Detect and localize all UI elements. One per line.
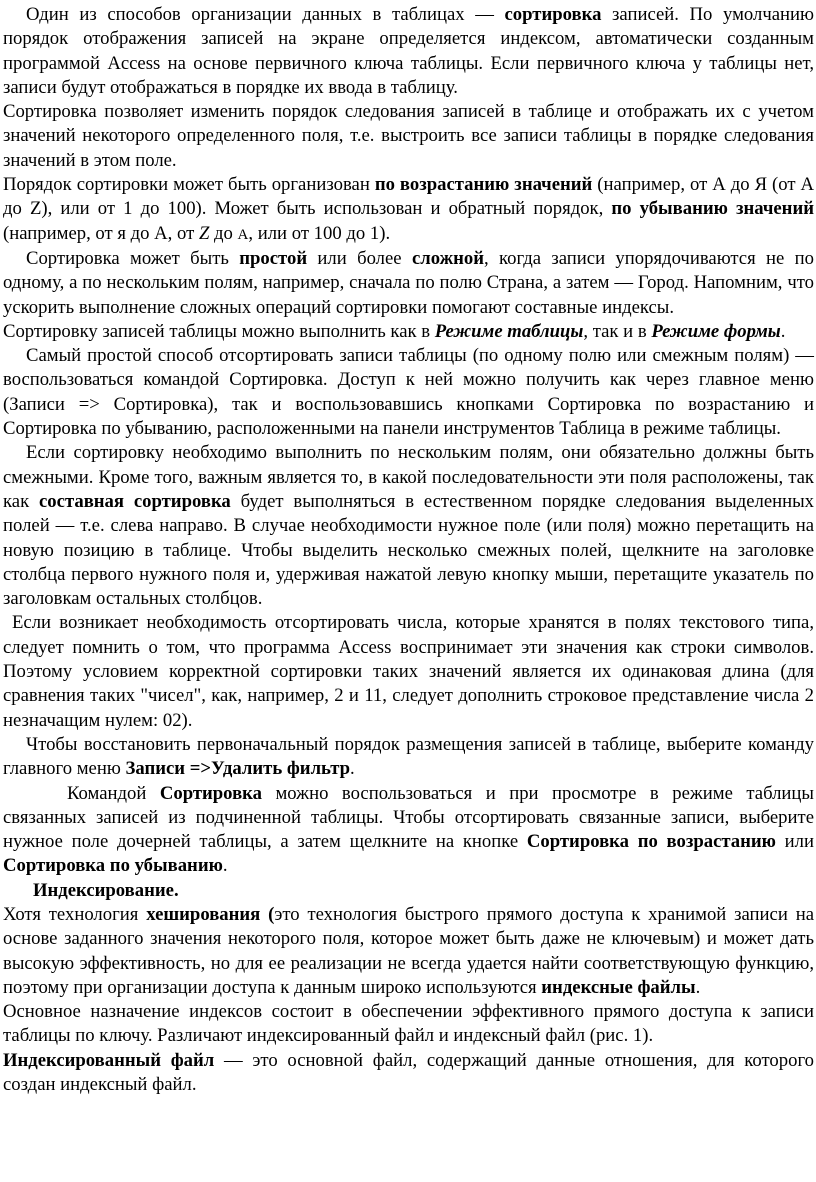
term-sort-command: Сортировка — [159, 782, 262, 804]
text: Один из способов организации данных в таблицах — — [26, 4, 505, 25]
text: Порядок сортировки может быть организован — [3, 174, 375, 196]
term-simple: простой — [239, 247, 308, 269]
text: Хотя технология — [3, 903, 147, 925]
term-table-mode: Режиме таблицы — [434, 320, 584, 342]
text: будет выполняться в естественном порядке следования выделенных полей — т.е. слева направо. В случае необходимости нужное поле (или поля) можно перетащить на новую позицию в таблице. Чтобы выделить несколько смежных полей, щелкните на заголовке столбца первого нужного поля и, удерживая нажатой левую кнопку мыши, перетащите указатель по заголовкам остальных столбцов. — [3, 490, 815, 610]
menu-command: Записи =>Удалить фильтр — [125, 758, 351, 780]
text-small: А — [237, 226, 249, 243]
paragraph-sort-order — [3, 173, 814, 247]
term-composite-sort: составная сортировка — [39, 490, 231, 512]
text: или — [775, 831, 814, 853]
text: Чтобы восстановить первоначальный порядок размещения записей в таблице, выберите команду главного меню — [3, 733, 814, 780]
paragraph-hashing — [3, 903, 814, 1000]
paragraph-multi-field — [3, 441, 814, 611]
text: . — [222, 855, 228, 877]
text: (например, от я до А, от — [3, 222, 199, 244]
term-complex: сложной — [411, 247, 485, 269]
button-name-ascending: Сортировка по возрастанию — [526, 831, 776, 853]
text-italic: Z — [198, 222, 210, 244]
text: . — [780, 320, 786, 342]
text: это технология быстрого прямого доступа к хранимой записи на основе заданного значения некоторого поля, которое может быть даже не ключевым) и может дать высокую эффективность, но для ее реализации не всегда удается найти соответствующую функцию, поэтому при организации доступа к данным широко используются — [3, 903, 814, 998]
term-sorting: сортировка — [504, 4, 602, 25]
text: Сортировка может быть — [26, 247, 240, 269]
term-ascending: по возрастанию значений — [374, 174, 593, 196]
term-indexed-file: Индексированный файл — [3, 1049, 215, 1071]
term-index-files: индексные файлы — [541, 976, 696, 998]
term-form-mode: Режиме формы — [651, 320, 781, 342]
paragraph-sort-modes — [3, 320, 814, 344]
term-hashing: хеширования ( — [146, 903, 275, 925]
text: — это основной файл, содержащий данные отношения, для которого создан индексный файл. — [3, 1049, 814, 1096]
text: . — [350, 758, 355, 780]
heading-indexing: Индексирование. — [33, 879, 179, 901]
text: или более — [307, 247, 412, 269]
text: , так и в — [583, 320, 652, 342]
button-name-descending: Сортировка по убыванию — [3, 855, 223, 877]
paragraph-sorting-purpose: Сортировка позволяет изменить порядок следования записей в таблице и отображать их с учетом значений некоторого определенного поля, т.е. выстроить все записи таблицы в порядке следования значений в этом поле. — [3, 101, 814, 171]
paragraph-indexed-file — [3, 1049, 814, 1098]
text: . — [695, 976, 701, 998]
paragraph-index-purpose: Основное назначение индексов состоит в обеспечении эффективного прямого доступа к записи таблицы по ключу. Различают индексированный файл и индексный файл (рис. 1). — [3, 1001, 814, 1047]
paragraph-restore-order — [3, 733, 814, 782]
text: можно воспользоваться и при просмотре в режиме таблицы связанных записей из подчиненной таблицы. Чтобы отсортировать связанные записи, выберите нужное поле дочерней таблицы, а затем щелкните на кнопке — [3, 782, 814, 853]
paragraph-simple-complex — [3, 247, 814, 320]
text: Командой — [67, 782, 160, 804]
text: до — [209, 222, 238, 244]
text: записей. По умолчанию порядок отображения записей на экране определяется индексом, автоматически созданным программой Access на основе первичного ключа таблицы. Если первичного ключа у таблицы нет, записи будут отображаться в порядке их ввода в таблицу. — [3, 4, 814, 98]
text: Сортировку записей таблицы можно выполнить как в — [3, 320, 435, 342]
text: Если сортировку необходимо выполнить по нескольким полям, они обязательно должны быть смежными. Кроме того, важным является то, в какой последовательности эти поля расположены, так как — [3, 442, 814, 512]
paragraph-simple-method: Самый простой способ отсортировать записи таблицы (по одному полю или смежным полям) — воспользоваться командой Сортировка. Доступ к ней можно получить как через главное меню (Записи => Сортировка), так и воспользовавшись кнопками Сортировка по возрастанию и Сортировка по убыванию, расположенными на панели инструментов Таблица в режиме таблицы. — [3, 345, 814, 440]
paragraph-sorting-intro — [3, 3, 814, 100]
section-heading — [3, 879, 814, 903]
document-body — [3, 3, 814, 1097]
text: (например, от А до Я (от А до Z), или от 1 до 100). Может быть использован и обратный порядок, — [3, 174, 814, 220]
term-descending: по убыванию значений — [611, 198, 814, 220]
text: , когда записи упорядочиваются не по одному, а по нескольким полям, например, сначала по полю Страна, а затем — Город. Напомним, что ускорить выполнение сложных операций сортировки помогают составные индексы. — [3, 247, 814, 318]
text: , или от 100 до 1). — [248, 222, 391, 244]
paragraph-text-numbers: Если возникает необходимость отсортировать числа, которые хранятся в полях текстового типа, следует помнить о том, что программа Access воспринимает эти значения как строки символов. Поэтому условием корректной сортировки таких значений является их одинаковая длина (для сравнения таких "чисел", как, например, 2 и 11, следует дополнить строковое представление числа 2 незначащим нулем: 02). — [3, 612, 814, 731]
paragraph-subtable-sort — [3, 782, 814, 879]
